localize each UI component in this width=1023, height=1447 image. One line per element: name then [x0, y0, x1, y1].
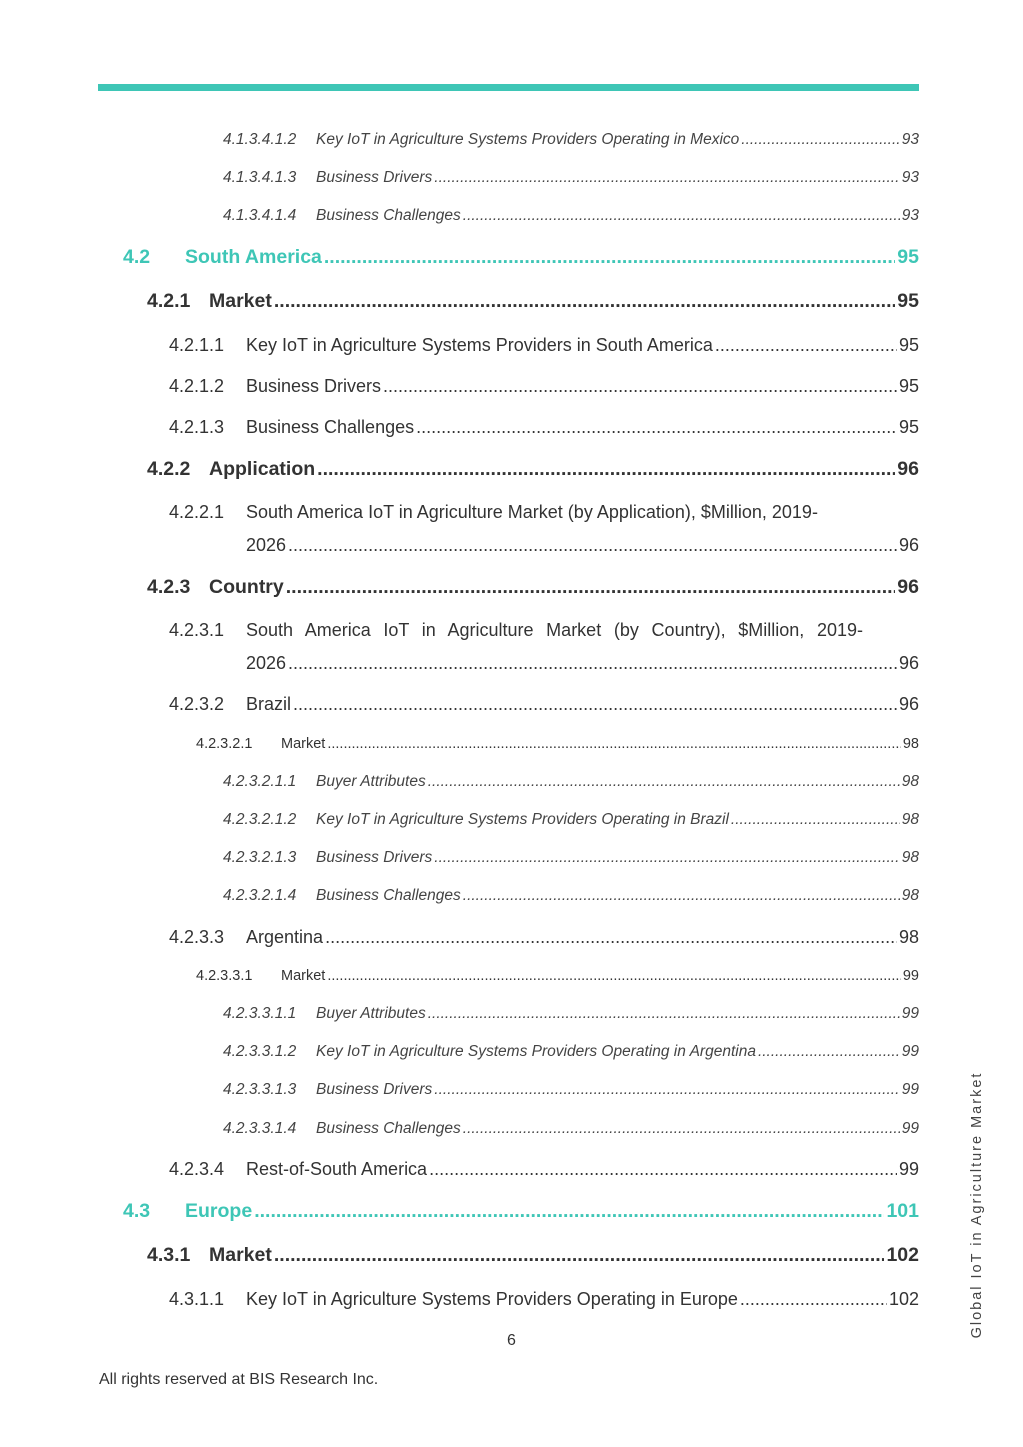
toc-entry-number: 4.2.3	[147, 576, 191, 598]
toc-entry-number: 4.2.3.3.1.3	[223, 1081, 297, 1098]
toc-leader-dots	[428, 773, 900, 791]
toc-leader-dots	[463, 207, 900, 225]
toc-leader-dots	[715, 335, 897, 356]
toc-entry-page: 95	[897, 290, 919, 312]
toc-entry-title: South America IoT in Agriculture Market (by Application), $Million, 2019-	[246, 502, 818, 522]
toc-entry-page: 99	[901, 1081, 919, 1098]
toc-entry-number: 4.2.3.2.1.3	[223, 849, 297, 866]
toc-leader-dots	[274, 290, 895, 313]
toc-leader-dots	[274, 1244, 885, 1267]
toc-leader-dots	[463, 1120, 900, 1138]
toc-entry-title: Buyer Attributes	[316, 1005, 426, 1022]
toc-entry-page: 99	[902, 968, 919, 984]
toc-entry-title: Brazil	[246, 694, 292, 714]
toc-entry-page: 101	[886, 1200, 919, 1222]
toc-entry-number: 4.2.3.1	[169, 620, 225, 640]
toc-leader-dots	[288, 653, 897, 674]
toc-entry-page: 95	[898, 376, 919, 396]
side-report-title: Global IoT in Agriculture Market	[969, 1071, 985, 1339]
toc-entry-title: Business Drivers	[316, 1081, 433, 1098]
toc-entry[interactable]	[223, 207, 919, 225]
toc-entry-page: 95	[898, 417, 919, 437]
toc-entry-number: 4.2.3.2	[169, 694, 225, 714]
toc-entry-title: Market	[209, 1244, 272, 1266]
toc-entry-page: 102	[888, 1289, 919, 1309]
toc-entry-level5[interactable]	[223, 849, 919, 867]
toc-entry-number: 4.2.3.3.1.1	[223, 1005, 297, 1022]
toc-leader-dots	[741, 131, 899, 149]
toc-leader-dots	[731, 811, 900, 829]
toc-entry-page: 98	[898, 927, 919, 947]
toc-leader-dots	[428, 1005, 900, 1023]
toc-entry-level4[interactable]	[196, 968, 919, 984]
toc-entry-number: 4.2.1	[147, 290, 191, 312]
toc-entry-level5[interactable]	[223, 1005, 919, 1023]
toc-entry-level3[interactable]	[169, 335, 919, 356]
toc-entry-number: 4.1.3.4.1.2	[223, 131, 297, 148]
toc-entry-page: 98	[901, 887, 919, 904]
toc-entry-page: 99	[901, 1120, 919, 1137]
toc-leader-dots	[434, 1081, 899, 1099]
toc-entry-page: 96	[898, 535, 919, 555]
toc-entry-title-continuation: 2026	[246, 535, 287, 555]
toc-entry[interactable]	[223, 169, 919, 187]
toc-entry-page: 96	[897, 576, 919, 598]
toc-entry-level5[interactable]	[223, 773, 919, 791]
toc-entry-number: 4.2.3.4	[169, 1159, 225, 1179]
toc-leader-dots	[383, 376, 897, 397]
toc-entry-level3[interactable]	[169, 417, 919, 438]
toc-leader-dots	[254, 1200, 884, 1223]
toc-leader-dots	[317, 458, 895, 481]
toc-entry-level2[interactable]	[147, 1244, 919, 1267]
toc-entry-level5[interactable]	[223, 1043, 919, 1061]
toc-leader-dots	[434, 849, 899, 867]
toc-entry-page: 96	[898, 653, 919, 673]
toc-leader-dots	[293, 694, 897, 715]
toc-entry-page: 99	[901, 1043, 919, 1060]
toc-entry-title: South America	[185, 246, 322, 268]
toc-entry-page: 98	[902, 736, 919, 752]
toc-entry-continuation[interactable]	[246, 535, 919, 556]
toc-leader-dots	[325, 927, 897, 948]
toc-entry-title: Key IoT in Agriculture Systems Providers Operating in Europe	[246, 1289, 738, 1309]
toc-entry-level3-wrapped[interactable]	[169, 620, 919, 641]
toc-entry-number: 4.2.3.2.1.2	[223, 811, 297, 828]
toc-entry-number: 4.1.3.4.1.3	[223, 169, 297, 186]
toc-entry-page: 95	[898, 335, 919, 355]
toc-entry-page: 102	[886, 1244, 919, 1266]
toc-entry-title: Business Challenges	[316, 1120, 461, 1137]
toc-entry-level2[interactable]	[147, 458, 919, 481]
toc-entry-number: 4.2.3.2.1.4	[223, 887, 297, 904]
toc-entry-number: 4.2.3.2.1	[196, 736, 253, 752]
toc-entry-number: 4.2.3.3.1.2	[223, 1043, 297, 1060]
toc-entry-number: 4.2.3.2.1.1	[223, 773, 297, 790]
toc-entry-title: Key IoT in Agriculture Systems Providers in South America	[246, 335, 713, 355]
toc-entry-title: Key IoT in Agriculture Systems Providers Operating in Brazil	[316, 811, 729, 828]
toc-entry-number: 4.2.1.2	[169, 376, 225, 396]
footer-copyright: All rights reserved at BIS Research Inc.	[99, 1371, 379, 1388]
toc-entry-page: 98	[901, 849, 919, 866]
toc-entry-number: 4.2.2	[147, 458, 191, 480]
toc-entry-page: 98	[901, 773, 919, 790]
toc-entry-level5[interactable]	[223, 811, 919, 829]
toc-entry-title: South America IoT in Agriculture Market (by Country), $Million, 2019-	[246, 620, 863, 640]
toc-leader-dots	[758, 1043, 900, 1061]
toc-entry-title: Europe	[185, 1200, 253, 1222]
toc-entry-page: 96	[897, 458, 919, 480]
toc-leader-dots	[327, 968, 901, 984]
toc-entry-level5[interactable]	[223, 1081, 919, 1099]
toc-entry-page: 93	[901, 207, 919, 224]
toc-entry-level4[interactable]	[196, 736, 919, 752]
toc-entry-title: Application	[209, 458, 316, 480]
toc-entry-level3[interactable]	[169, 376, 919, 397]
toc-leader-dots	[429, 1159, 897, 1180]
toc-entry-page: 99	[901, 1005, 919, 1022]
toc-entry-level1[interactable]	[123, 246, 919, 269]
toc-entry-number: 4.3	[123, 1200, 151, 1222]
toc-entry-title: Argentina	[246, 927, 324, 947]
toc-entry-level3[interactable]	[169, 694, 919, 715]
toc-entry-page: 98	[901, 811, 919, 828]
toc-entry-number: 4.2.3.3	[169, 927, 225, 947]
toc-leader-dots	[288, 535, 897, 556]
toc-entry-title: Key IoT in Agriculture Systems Providers Operating in Argentina	[316, 1043, 756, 1060]
toc-entry-number: 4.2.2.1	[169, 502, 225, 522]
toc-entry-number: 4.2.3.3.1.4	[223, 1120, 297, 1137]
toc-entry-level5[interactable]	[223, 887, 919, 905]
toc-entry-title: Country	[209, 576, 284, 598]
toc-entry-number: 4.3.1.1	[169, 1289, 225, 1309]
toc-entry-title: Key IoT in Agriculture Systems Providers Operating in Mexico	[316, 131, 740, 148]
toc-entry-page: 93	[901, 169, 919, 186]
toc-entry-title: Business Challenges	[316, 887, 461, 904]
header-accent-bar	[98, 84, 919, 91]
page-number: 6	[507, 1332, 516, 1349]
toc-entry-number: 4.2.3.3.1	[196, 968, 253, 984]
toc-entry-level1[interactable]	[123, 1200, 919, 1223]
toc-entry-title-continuation: 2026	[246, 653, 287, 673]
toc-entry-level3[interactable]	[169, 1159, 919, 1180]
toc-leader-dots	[286, 576, 896, 599]
toc-leader-dots	[327, 736, 901, 752]
toc-leader-dots	[740, 1289, 887, 1310]
toc-entry-title: Market	[209, 290, 272, 312]
toc-entry-level3[interactable]	[169, 1289, 919, 1310]
toc-entry-number: 4.2.1.1	[169, 335, 225, 355]
toc-entry-level2[interactable]	[147, 290, 919, 313]
toc-entry-title: Market	[281, 968, 326, 984]
toc-entry-number: 4.3.1	[147, 1244, 191, 1266]
toc-leader-dots	[463, 887, 900, 905]
toc-entry-title: Rest-of-South America	[246, 1159, 428, 1179]
toc-entry-title: Market	[281, 736, 326, 752]
toc-entry-title: Business Drivers	[246, 376, 382, 396]
toc-entry[interactable]	[223, 131, 919, 149]
toc-entry-continuation[interactable]	[246, 653, 919, 674]
toc-entry-number: 4.2	[123, 246, 151, 268]
toc-entry-title: Business Challenges	[246, 417, 415, 437]
toc-entry-level3[interactable]	[169, 927, 919, 948]
toc-entry-level2[interactable]	[147, 576, 919, 599]
toc-entry-page: 93	[901, 131, 919, 148]
toc-leader-dots	[324, 246, 895, 269]
toc-entry-page: 95	[897, 246, 919, 268]
toc-entry-page: 99	[898, 1159, 919, 1179]
toc-entry-number: 4.2.1.3	[169, 417, 225, 437]
toc-leader-dots	[416, 417, 897, 438]
toc-entry-page: 96	[898, 694, 919, 714]
toc-leader-dots	[434, 169, 899, 187]
toc-entry-title: Buyer Attributes	[316, 773, 426, 790]
toc-entry-title: Business Drivers	[316, 849, 433, 866]
toc-entry-title: Business Drivers	[316, 169, 433, 186]
toc-entry-number: 4.1.3.4.1.4	[223, 207, 297, 224]
toc-entry-level3-wrapped[interactable]	[169, 502, 919, 523]
toc-entry-title: Business Challenges	[316, 207, 461, 224]
toc-entry-level5[interactable]	[223, 1120, 919, 1138]
